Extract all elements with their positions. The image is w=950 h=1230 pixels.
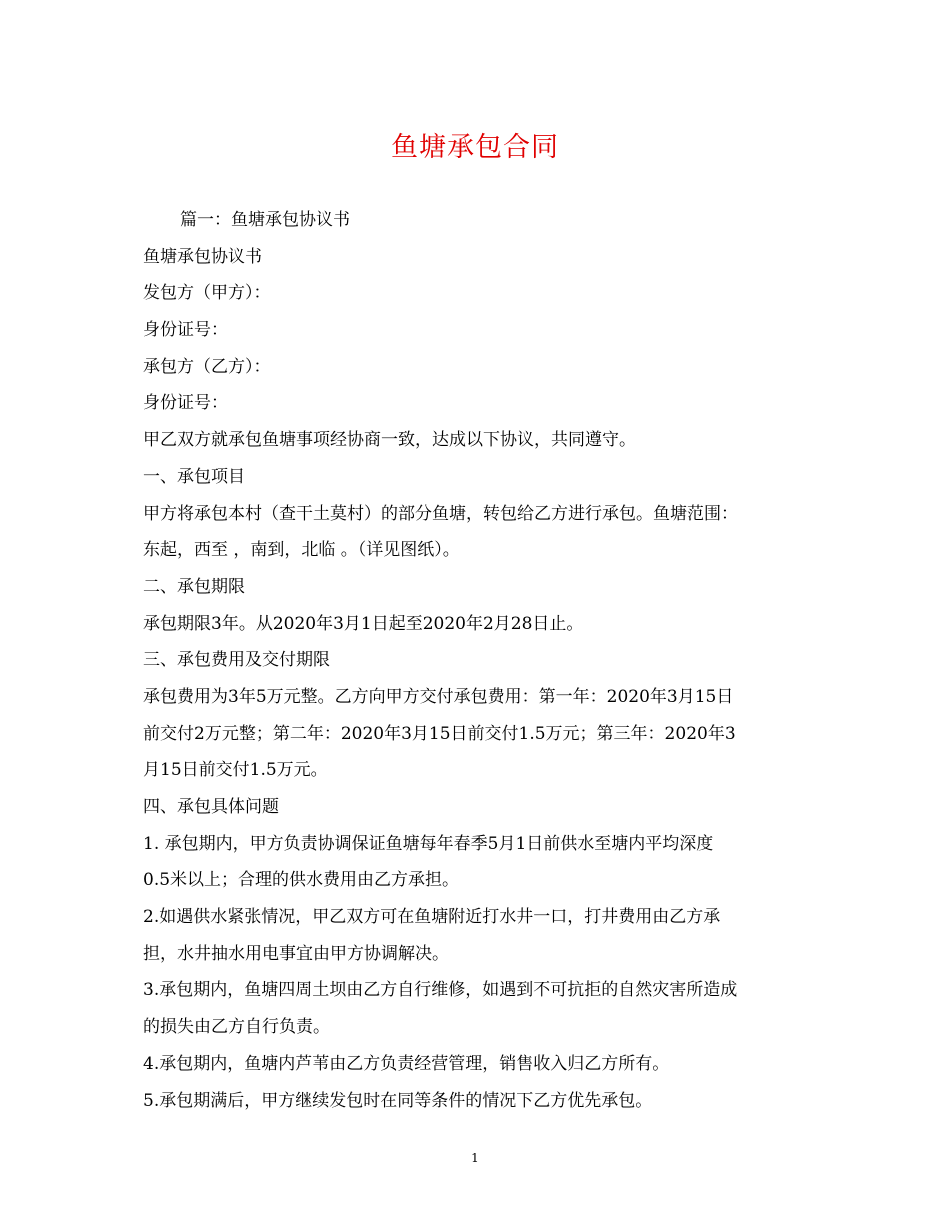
clause-heading-3: 三、承包费用及交付期限 [143,650,330,671]
clause-1-text: 东起，西至 ，南到，北临 。（详见图纸）。 [143,540,460,561]
agreement-title: 鱼塘承包协议书 [143,246,262,267]
document-body [143,202,807,1119]
clause-4-item-3: 3.承包期内，鱼塘四周土坝由乙方自行维修，如遇到不可抗拒的自然灾害所造成 [143,980,738,1001]
clause-heading-1: 一、承包项目 [143,466,245,487]
section-heading: 篇一：鱼塘承包协议书 [180,210,350,230]
clause-3-text: 月15日前交付1.5万元。 [143,760,328,781]
clause-4-item-1: 0.5米以上；合理的供水费用由乙方承担。 [143,870,460,891]
party-b-line: 承包方（乙方）： [143,356,271,377]
preamble-paragraph: 甲乙双方就承包鱼塘事项经协商一致，达成以下协议，共同遵守。 [143,430,636,451]
clause-4-item-4: 4.承包期内，鱼塘内芦苇由乙方负责经营管理，销售收入归乙方所有。 [143,1053,670,1074]
clause-heading-2: 二、承包期限 [143,576,245,597]
clause-4-item-2: 担，水井抽水用电事宜由甲方协调解决。 [143,943,449,964]
clause-4-item-5: 5.承包期满后，甲方继续发包时在同等条件的情况下乙方优先承包。 [143,1090,653,1111]
clause-4-item-1: 1. 承包期内，甲方负责协调保证鱼塘每年春季5月1日前供水至塘内平均深度 [143,833,714,854]
clause-3-text: 承包费用为3年5万元整。乙方向甲方交付承包费用：第一年：2020年3月15日 [143,686,734,707]
document-title: 鱼塘承包合同 [391,132,559,163]
party-a-line: 发包方（甲方）： [143,283,271,304]
clause-4-item-3: 的损失由乙方自行负责。 [143,1017,330,1038]
page-number: 1 [471,1151,479,1165]
party-b-id-line: 身份证号： [143,393,228,414]
party-a-id-line: 身份证号： [143,320,228,341]
clause-4-item-2: 2.如遇供水紧张情况，甲乙双方可在鱼塘附近打水井一口，打井费用由乙方承 [143,907,721,928]
clause-1-text: 甲方将承包本村（查干土莫村）的部分鱼塘，转包给乙方进行承包。鱼塘范围： [143,503,738,524]
clause-3-text: 前交付2万元整；第二年：2020年3月15日前交付1.5万元；第三年：2020年3 [143,723,736,744]
clause-2-text: 承包期限3年。从2020年3月1日起至2020年2月28日止。 [143,613,584,634]
clause-heading-4: 四、承包具体问题 [143,797,279,817]
